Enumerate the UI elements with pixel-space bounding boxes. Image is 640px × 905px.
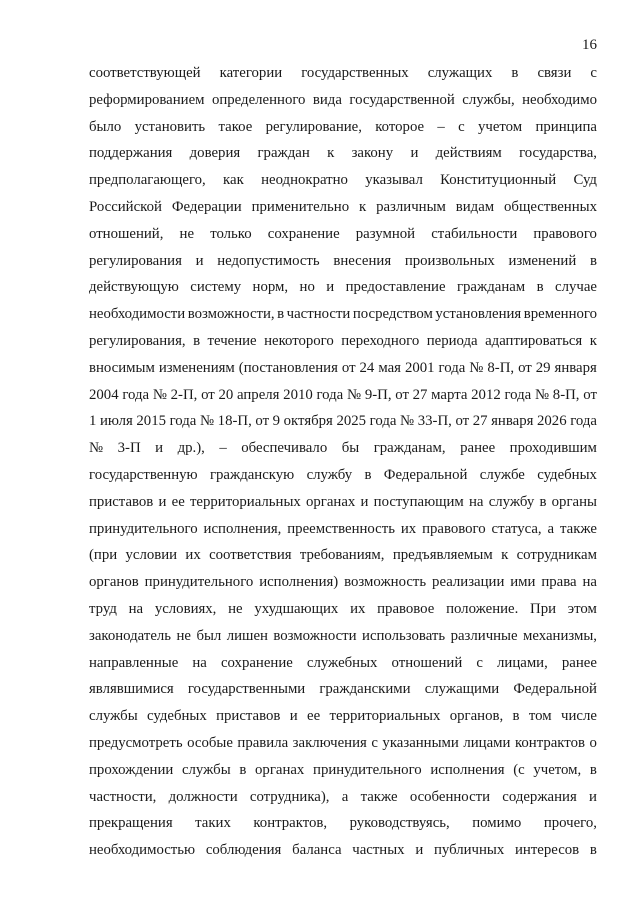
text-line: принудительного исполнения, преемственность их правового статуса, а также [89, 520, 597, 537]
text-line: поддержания доверия граждан к закону и действиям государства, [89, 145, 597, 162]
text-line: предусмотреть особые правила заключения с указанными лицами контрактов о [89, 734, 597, 751]
text-line: действующую систему норм, но и предоставление гражданам в случае [89, 279, 597, 296]
text-line: 2004 года № 2-П, от 20 апреля 2010 года № 9-П, от 27 марта 2012 года № 8-П, от [89, 386, 597, 403]
text-line: было установить такое регулирование, которое – с учетом принципа [89, 118, 597, 135]
text-line: прекращения таких контрактов, руководствуясь, помимо прочего, [89, 815, 597, 832]
text-line: регулирования и недопустимость внесения произвольных изменений в [89, 252, 597, 269]
text-line: направленные на сохранение служебных отношений с лицами, ранее [89, 654, 597, 671]
page-number: 16 [582, 37, 597, 53]
text-line: законодатель не был лишен возможности использовать различные механизмы, [89, 627, 597, 644]
text-line: приставов и ее территориальных органах и поступающим на службу в органы [89, 493, 597, 510]
text-line: необходимости возможности, в частности посредством установления временного [89, 306, 597, 323]
text-line: (при условии их соответствия требованиям, предъявляемым к сотрудникам [89, 547, 597, 564]
text-line: органов принудительного исполнения) возможность реализации ими права на [89, 574, 597, 591]
text-line: государственную гражданскую службу в Федеральной службе судебных [89, 466, 597, 483]
text-line: частности, должности сотрудника), а также особенности содержания и [89, 788, 597, 805]
text-line: необходимостью соблюдения баланса частных и публичных интересов в [89, 842, 597, 859]
text-line: отношений, не только сохранение разумной стабильности правового [89, 225, 597, 242]
text-line: Российской Федерации применительно к различным видам общественных [89, 198, 597, 215]
text-line: труд на условиях, не ухудшающих их правовое положение. При этом [89, 600, 597, 617]
text-line: являвшимися государственными гражданскими служащими Федеральной [89, 681, 597, 698]
text-line: регулирования, в течение некоторого переходного периода адаптироваться к [89, 332, 597, 349]
text-line: службы судебных приставов и ее территориальных органов, в том числе [89, 708, 597, 725]
body-text [89, 60, 597, 864]
text-line: реформированием определенного вида государственной службы, необходимо [89, 91, 597, 108]
text-line: 1 июля 2015 года № 18-П, от 9 октября 2025 года № 33-П, от 27 января 2026 года [89, 413, 597, 430]
text-line: предполагающего, как неоднократно указывал Конституционный Суд [89, 172, 597, 189]
text-line: вносимым изменениям (постановления от 24 мая 2001 года № 8-П, от 29 января [89, 359, 597, 376]
text-line: соответствующей категории государственных служащих в связи с [89, 65, 597, 81]
text-line: № 3-П и др.), – обеспечивало бы гражданам, ранее проходившим [89, 440, 597, 457]
text-line: прохождении службы в органах принудительного исполнения (с учетом, в [89, 761, 597, 778]
